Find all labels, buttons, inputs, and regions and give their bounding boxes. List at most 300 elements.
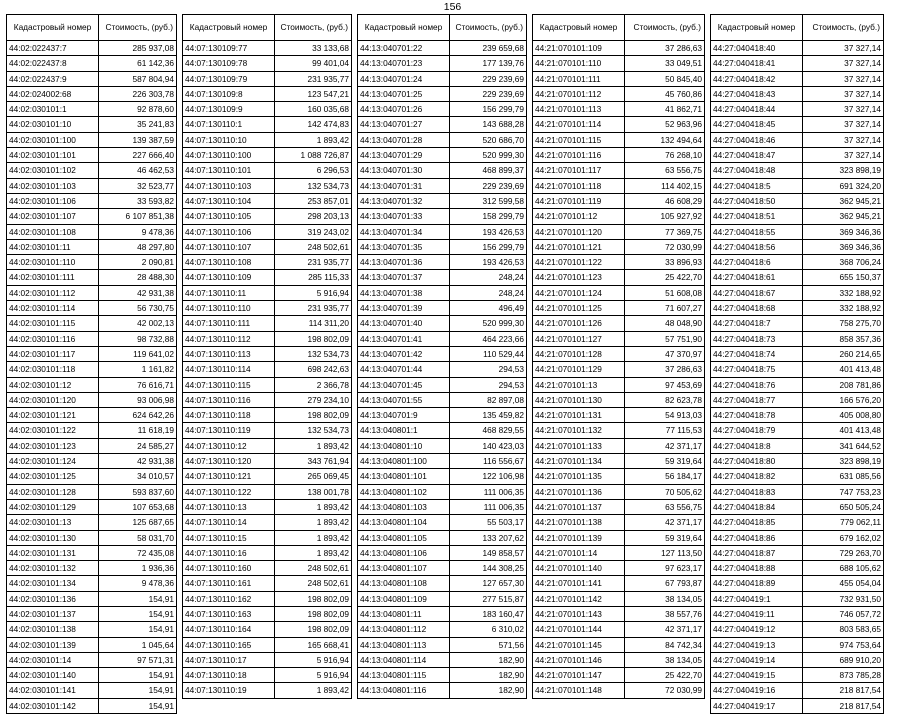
- cost-cell: 182,90: [450, 652, 527, 667]
- cadastral-number-cell: 44:27:040418:80: [711, 454, 803, 469]
- cost-cell: 32 523,77: [99, 178, 177, 193]
- cost-header: Стоимость, (руб.): [450, 15, 527, 41]
- cadastral-number-cell: 44:21:070101:122: [533, 255, 625, 270]
- cost-cell: 405 008,80: [803, 408, 884, 423]
- cost-cell: 154,91: [99, 591, 177, 606]
- cost-cell: 323 898,19: [803, 163, 884, 178]
- cadastral-number-cell: 44:27:040418:51: [711, 209, 803, 224]
- cost-cell: 63 556,75: [625, 499, 705, 514]
- table-row: [358, 423, 527, 438]
- cost-cell: 122 106,98: [450, 469, 527, 484]
- cadastral-number-cell: 44:02:030101:112: [7, 285, 99, 300]
- table-row: [533, 316, 705, 331]
- table-row: [183, 408, 352, 423]
- cadastral-number-cell: 44:21:070101:113: [533, 102, 625, 117]
- table-row: [358, 239, 527, 254]
- cost-cell: 59 319,64: [625, 454, 705, 469]
- table-row: [7, 637, 177, 652]
- table-row: [7, 683, 177, 698]
- table-row: [533, 438, 705, 453]
- cadastral-number-cell: 44:27:040418:83: [711, 484, 803, 499]
- cost-cell: 1 893,42: [275, 545, 352, 560]
- cost-cell: 779 062,11: [803, 515, 884, 530]
- cadastral-number-cell: 44:27:040419:16: [711, 683, 803, 698]
- cadastral-number-cell: 44:02:030101:124: [7, 454, 99, 469]
- cadastral-number-cell: 44:02:030101:115: [7, 316, 99, 331]
- table-row: [533, 377, 705, 392]
- cost-cell: 111 006,35: [450, 499, 527, 514]
- cadastral-number-cell: 44:02:030101:102: [7, 163, 99, 178]
- cadastral-number-cell: 44:27:040418:74: [711, 346, 803, 361]
- cost-cell: 166 576,20: [803, 392, 884, 407]
- cost-cell: 42 931,38: [99, 454, 177, 469]
- cost-cell: 61 142,36: [99, 56, 177, 71]
- cost-cell: 82 623,78: [625, 392, 705, 407]
- cadastral-number-cell: 44:07:130110:164: [183, 622, 275, 637]
- cadastral-number-cell: 44:13:040801:102: [358, 484, 450, 499]
- cost-cell: 319 243,02: [275, 224, 352, 239]
- table-row: [7, 285, 177, 300]
- table-row: [711, 71, 884, 86]
- cost-cell: 33 593,82: [99, 193, 177, 208]
- cost-cell: 729 263,70: [803, 545, 884, 560]
- table-row: [7, 515, 177, 530]
- table-row: [533, 270, 705, 285]
- cost-cell: 116 556,67: [450, 454, 527, 469]
- cost-cell: 63 556,75: [625, 163, 705, 178]
- cadastral-number-cell: 44:21:070101:123: [533, 270, 625, 285]
- cost-cell: 332 188,92: [803, 285, 884, 300]
- cadastral-number-cell: 44:07:130110:100: [183, 148, 275, 163]
- cost-cell: 496,49: [450, 301, 527, 316]
- table-row: [533, 622, 705, 637]
- table-row: [7, 362, 177, 377]
- table-row: [711, 637, 884, 652]
- table-row: [7, 668, 177, 683]
- table-row: [711, 239, 884, 254]
- table-row: [183, 454, 352, 469]
- cadastral-number-cell: 44:07:130110:106: [183, 224, 275, 239]
- table-row: [7, 331, 177, 346]
- table-row: [533, 606, 705, 621]
- table-row: [533, 86, 705, 101]
- cost-cell: 6 296,53: [275, 163, 352, 178]
- table-row: [711, 41, 884, 56]
- table-row: [711, 301, 884, 316]
- table-row: [711, 530, 884, 545]
- cost-cell: 6 310,02: [450, 622, 527, 637]
- cost-cell: 691 324,20: [803, 178, 884, 193]
- cadastral-number-cell: 44:02:030101:100: [7, 132, 99, 147]
- cost-cell: 5 916,94: [275, 285, 352, 300]
- cadastral-number-cell: 44:07:130110:111: [183, 316, 275, 331]
- cadastral-number-cell: 44:13:040701:28: [358, 132, 450, 147]
- table-row: [7, 530, 177, 545]
- cost-cell: 248,24: [450, 270, 527, 285]
- cost-cell: 37 327,14: [803, 132, 884, 147]
- table-row: [183, 132, 352, 147]
- cadastral-number-cell: 44:07:130110:115: [183, 377, 275, 392]
- cost-cell: 873 785,28: [803, 668, 884, 683]
- table-row: [711, 86, 884, 101]
- table-row: [183, 193, 352, 208]
- table-row: [533, 148, 705, 163]
- cadastral-number-cell: 44:13:040801:104: [358, 515, 450, 530]
- cost-cell: 33 049,51: [625, 56, 705, 71]
- cost-cell: 1 893,42: [275, 530, 352, 545]
- cadastral-number-cell: 44:27:040418:67: [711, 285, 803, 300]
- table-row: [7, 239, 177, 254]
- table-row: [711, 270, 884, 285]
- table-row: [7, 377, 177, 392]
- cost-cell: 156 299,79: [450, 239, 527, 254]
- cost-cell: 52 963,96: [625, 117, 705, 132]
- page-number: 156: [443, 1, 462, 13]
- cadastral-number-cell: 44:13:040701:36: [358, 255, 450, 270]
- cadastral-number-cell: 44:27:040418:46: [711, 132, 803, 147]
- table-row: [183, 362, 352, 377]
- cost-cell: 45 760,86: [625, 86, 705, 101]
- table-row: [7, 499, 177, 514]
- cadastral-number-cell: 44:02:030101:140: [7, 668, 99, 683]
- cadastral-number-cell: 44:27:040418:75: [711, 362, 803, 377]
- cadastral-number-cell: 44:07:130110:15: [183, 530, 275, 545]
- cadastral-number-cell: 44:21:070101:118: [533, 178, 625, 193]
- cost-cell: 42 371,17: [625, 438, 705, 453]
- cadastral-number-cell: 44:27:040418:48: [711, 163, 803, 178]
- table-row: [358, 117, 527, 132]
- cadastral-number-cell: 44:21:070101:134: [533, 454, 625, 469]
- cost-cell: 758 275,70: [803, 316, 884, 331]
- table-row: [7, 484, 177, 499]
- cost-cell: 165 668,41: [275, 637, 352, 652]
- cadastral-number-cell: 44:02:030101:106: [7, 193, 99, 208]
- cadastral-number-cell: 44:27:040418:6: [711, 255, 803, 270]
- cost-cell: 679 162,02: [803, 530, 884, 545]
- cost-cell: 631 085,56: [803, 469, 884, 484]
- cost-cell: 1 893,42: [275, 499, 352, 514]
- table-row: [711, 331, 884, 346]
- table-row: [711, 499, 884, 514]
- cadastral-number-cell: 44:13:040801:107: [358, 561, 450, 576]
- cadastral-number-cell: 44:07:130110:1: [183, 117, 275, 132]
- cadastral-number-cell: 44:07:130110:160: [183, 561, 275, 576]
- cost-cell: 401 413,48: [803, 362, 884, 377]
- cost-cell: 38 557,76: [625, 606, 705, 621]
- table-row: [358, 255, 527, 270]
- cadastral-number-cell: 44:27:040419:11: [711, 606, 803, 621]
- cost-cell: 97 571,31: [99, 652, 177, 667]
- cost-cell: 803 583,65: [803, 622, 884, 637]
- cadastral-number-cell: 44:02:030101:122: [7, 423, 99, 438]
- cost-cell: 114 311,20: [275, 316, 352, 331]
- cadastral-number-cell: 44:21:070101:125: [533, 301, 625, 316]
- cost-cell: 38 134,05: [625, 591, 705, 606]
- table-row: [358, 530, 527, 545]
- cadastral-number-cell: 44:13:040801:103: [358, 499, 450, 514]
- cadastral-number-cell: 44:02:030101:138: [7, 622, 99, 637]
- cost-cell: 154,91: [99, 683, 177, 698]
- table-row: [711, 193, 884, 208]
- cadastral-number-cell: 44:02:030101:129: [7, 499, 99, 514]
- cadastral-number-header: Кадастровый номер: [183, 15, 275, 41]
- table-row: [7, 270, 177, 285]
- cost-cell: 160 035,68: [275, 102, 352, 117]
- table-row: [183, 86, 352, 101]
- cost-cell: 571,56: [450, 637, 527, 652]
- cadastral-number-cell: 44:02:030101:110: [7, 255, 99, 270]
- cadastral-number-cell: 44:21:070101:115: [533, 132, 625, 147]
- table-row: [533, 209, 705, 224]
- cadastral-number-cell: 44:21:070101:14: [533, 545, 625, 560]
- cadastral-number-cell: 44:27:040418:7: [711, 316, 803, 331]
- cadastral-number-cell: 44:21:070101:120: [533, 224, 625, 239]
- table-row: [7, 698, 177, 713]
- table-row: [533, 561, 705, 576]
- table-row: [533, 637, 705, 652]
- table-row: [533, 515, 705, 530]
- cadastral-number-cell: 44:27:040418:40: [711, 41, 803, 56]
- cadastral-number-cell: 44:02:022437:8: [7, 56, 99, 71]
- cadastral-number-cell: 44:21:070101:117: [533, 163, 625, 178]
- table-row: [711, 163, 884, 178]
- table-row: [711, 392, 884, 407]
- cost-cell: 193 426,53: [450, 224, 527, 239]
- cadastral-number-cell: 44:27:040419:15: [711, 668, 803, 683]
- cost-cell: 56 184,17: [625, 469, 705, 484]
- cadastral-number-cell: 44:02:030101:117: [7, 346, 99, 361]
- cadastral-number-cell: 44:21:070101:136: [533, 484, 625, 499]
- cost-cell: 1 893,42: [275, 683, 352, 698]
- cost-cell: 265 069,45: [275, 469, 352, 484]
- table-row: [358, 285, 527, 300]
- cost-cell: 77 369,75: [625, 224, 705, 239]
- cost-cell: 132 534,73: [275, 423, 352, 438]
- cost-cell: 248 502,61: [275, 561, 352, 576]
- table-row: [183, 224, 352, 239]
- cadastral-number-cell: 44:07:130110:113: [183, 346, 275, 361]
- cost-cell: 9 478,36: [99, 224, 177, 239]
- cost-cell: 125 687,65: [99, 515, 177, 530]
- cost-cell: 688 105,62: [803, 561, 884, 576]
- cost-cell: 362 945,21: [803, 193, 884, 208]
- cadastral-number-cell: 44:07:130109:9: [183, 102, 275, 117]
- table-row: [711, 224, 884, 239]
- table-row: [533, 545, 705, 560]
- cost-cell: 198 802,09: [275, 622, 352, 637]
- cadastral-number-cell: 44:21:070101:135: [533, 469, 625, 484]
- cadastral-number-cell: 44:27:040418:68: [711, 301, 803, 316]
- register-table-3: [357, 14, 527, 699]
- table-row: [711, 285, 884, 300]
- cost-cell: 35 241,83: [99, 117, 177, 132]
- cadastral-number-cell: 44:13:040701:45: [358, 377, 450, 392]
- table-row: [533, 193, 705, 208]
- table-row: [7, 591, 177, 606]
- cost-cell: 37 327,14: [803, 56, 884, 71]
- cost-cell: 689 910,20: [803, 652, 884, 667]
- cadastral-number-cell: 44:21:070101:146: [533, 652, 625, 667]
- table-row: [533, 408, 705, 423]
- cadastral-number-cell: 44:02:030101:139: [7, 637, 99, 652]
- table-row: [7, 117, 177, 132]
- cost-cell: 127 657,30: [450, 576, 527, 591]
- table-row: [7, 316, 177, 331]
- cost-cell: 46 462,53: [99, 163, 177, 178]
- table-row: [533, 178, 705, 193]
- cost-cell: 218 817,54: [803, 698, 884, 713]
- cadastral-number-cell: 44:02:022437:9: [7, 71, 99, 86]
- table-row: [183, 484, 352, 499]
- cost-cell: 92 878,60: [99, 102, 177, 117]
- cost-cell: 218 817,54: [803, 683, 884, 698]
- cadastral-number-cell: 44:27:040418:45: [711, 117, 803, 132]
- cadastral-number-cell: 44:21:070101:128: [533, 346, 625, 361]
- table-row: [183, 148, 352, 163]
- cadastral-number-cell: 44:27:040418:56: [711, 239, 803, 254]
- cost-cell: 140 423,03: [450, 438, 527, 453]
- cost-cell: 123 547,21: [275, 86, 352, 101]
- cadastral-number-cell: 44:27:040418:47: [711, 148, 803, 163]
- cadastral-number-cell: 44:07:130110:104: [183, 193, 275, 208]
- cadastral-number-cell: 44:27:040418:42: [711, 71, 803, 86]
- cost-cell: 37 286,63: [625, 41, 705, 56]
- cadastral-number-cell: 44:13:040801:105: [358, 530, 450, 545]
- cost-cell: 285 115,33: [275, 270, 352, 285]
- table-row: [533, 132, 705, 147]
- cost-cell: 42 931,38: [99, 285, 177, 300]
- table-row: [711, 408, 884, 423]
- table-row: [533, 683, 705, 698]
- cost-cell: 47 370,97: [625, 346, 705, 361]
- cadastral-number-cell: 44:02:022437:7: [7, 41, 99, 56]
- table-row: [183, 346, 352, 361]
- cadastral-number-cell: 44:21:070101:130: [533, 392, 625, 407]
- table-row: [183, 41, 352, 56]
- table-row: [7, 178, 177, 193]
- table-row: [358, 224, 527, 239]
- table-row: [711, 606, 884, 621]
- table-row: [358, 148, 527, 163]
- table-row: [533, 392, 705, 407]
- cadastral-number-header: Кадастровый номер: [7, 15, 99, 41]
- table-row: [183, 423, 352, 438]
- cadastral-number-cell: 44:27:040419:13: [711, 637, 803, 652]
- cost-cell: 57 751,90: [625, 331, 705, 346]
- cadastral-number-cell: 44:21:070101:126: [533, 316, 625, 331]
- table-row: [7, 652, 177, 667]
- cadastral-number-cell: 44:07:130110:122: [183, 484, 275, 499]
- table-row: [711, 148, 884, 163]
- cadastral-number-cell: 44:27:040418:55: [711, 224, 803, 239]
- cadastral-number-cell: 44:27:040418:78: [711, 408, 803, 423]
- cost-cell: 248,24: [450, 285, 527, 300]
- cadastral-number-cell: 44:27:040418:76: [711, 377, 803, 392]
- cadastral-number-cell: 44:02:030101:14: [7, 652, 99, 667]
- cadastral-number-cell: 44:21:070101:116: [533, 148, 625, 163]
- cost-cell: 82 897,08: [450, 392, 527, 407]
- cadastral-number-cell: 44:27:040418:50: [711, 193, 803, 208]
- cost-cell: 76 268,10: [625, 148, 705, 163]
- cadastral-number-cell: 44:07:130110:118: [183, 408, 275, 423]
- cadastral-number-cell: 44:21:070101:127: [533, 331, 625, 346]
- cadastral-number-cell: 44:02:030101:103: [7, 178, 99, 193]
- table-row: [358, 484, 527, 499]
- cost-cell: 294,53: [450, 377, 527, 392]
- table-row: [183, 255, 352, 270]
- cost-cell: 239 659,68: [450, 41, 527, 56]
- cadastral-number-cell: 44:21:070101:114: [533, 117, 625, 132]
- table-row: [183, 652, 352, 667]
- table-row: [533, 239, 705, 254]
- cost-cell: 229 239,69: [450, 71, 527, 86]
- table-row: [711, 484, 884, 499]
- cost-cell: 1 936,36: [99, 561, 177, 576]
- cost-cell: 298 203,13: [275, 209, 352, 224]
- table-row: [711, 698, 884, 713]
- cadastral-number-cell: 44:21:070101:145: [533, 637, 625, 652]
- table-row: [358, 392, 527, 407]
- table-row: [358, 301, 527, 316]
- cost-cell: 51 608,08: [625, 285, 705, 300]
- cost-cell: 231 935,77: [275, 71, 352, 86]
- cost-cell: 56 730,75: [99, 301, 177, 316]
- cost-cell: 2 090,81: [99, 255, 177, 270]
- table-row: [183, 71, 352, 86]
- cadastral-number-cell: 44:02:030101:114: [7, 301, 99, 316]
- table-row: [711, 668, 884, 683]
- cadastral-number-cell: 44:21:070101:142: [533, 591, 625, 606]
- cost-header: Стоимость, (руб.): [275, 15, 352, 41]
- cost-cell: 143 688,28: [450, 117, 527, 132]
- cadastral-number-cell: 44:07:130110:110: [183, 301, 275, 316]
- cost-cell: 132 534,73: [275, 178, 352, 193]
- cadastral-number-cell: 44:02:030101:108: [7, 224, 99, 239]
- cadastral-number-cell: 44:21:070101:13: [533, 377, 625, 392]
- table-row: [711, 255, 884, 270]
- cadastral-number-cell: 44:21:070101:131: [533, 408, 625, 423]
- cadastral-number-cell: 44:02:030101:123: [7, 438, 99, 453]
- cadastral-number-cell: 44:02:030101:136: [7, 591, 99, 606]
- table-row: [7, 576, 177, 591]
- cost-cell: 114 402,15: [625, 178, 705, 193]
- cadastral-number-cell: 44:27:040418:8: [711, 438, 803, 453]
- cost-cell: 231 935,77: [275, 255, 352, 270]
- cost-cell: 110 529,44: [450, 346, 527, 361]
- table-row: [358, 41, 527, 56]
- cadastral-number-cell: 44:07:130110:101: [183, 163, 275, 178]
- cadastral-number-cell: 44:07:130109:8: [183, 86, 275, 101]
- cost-cell: 37 286,63: [625, 362, 705, 377]
- cadastral-number-cell: 44:13:040701:29: [358, 148, 450, 163]
- table-row: [358, 683, 527, 698]
- table-row: [183, 270, 352, 285]
- cost-cell: 133 207,62: [450, 530, 527, 545]
- cost-cell: 107 653,68: [99, 499, 177, 514]
- cadastral-number-cell: 44:02:030101:120: [7, 392, 99, 407]
- table-row: [711, 652, 884, 667]
- cadastral-number-cell: 44:07:130110:14: [183, 515, 275, 530]
- table-row: [711, 132, 884, 147]
- table-row: [183, 606, 352, 621]
- cadastral-number-cell: 44:13:040701:23: [358, 56, 450, 71]
- cost-cell: 93 006,98: [99, 392, 177, 407]
- table-row: [358, 591, 527, 606]
- table-row: [7, 224, 177, 239]
- cost-header: Стоимость, (руб.): [625, 15, 705, 41]
- cadastral-number-cell: 44:21:070101:132: [533, 423, 625, 438]
- cost-cell: 520 999,30: [450, 316, 527, 331]
